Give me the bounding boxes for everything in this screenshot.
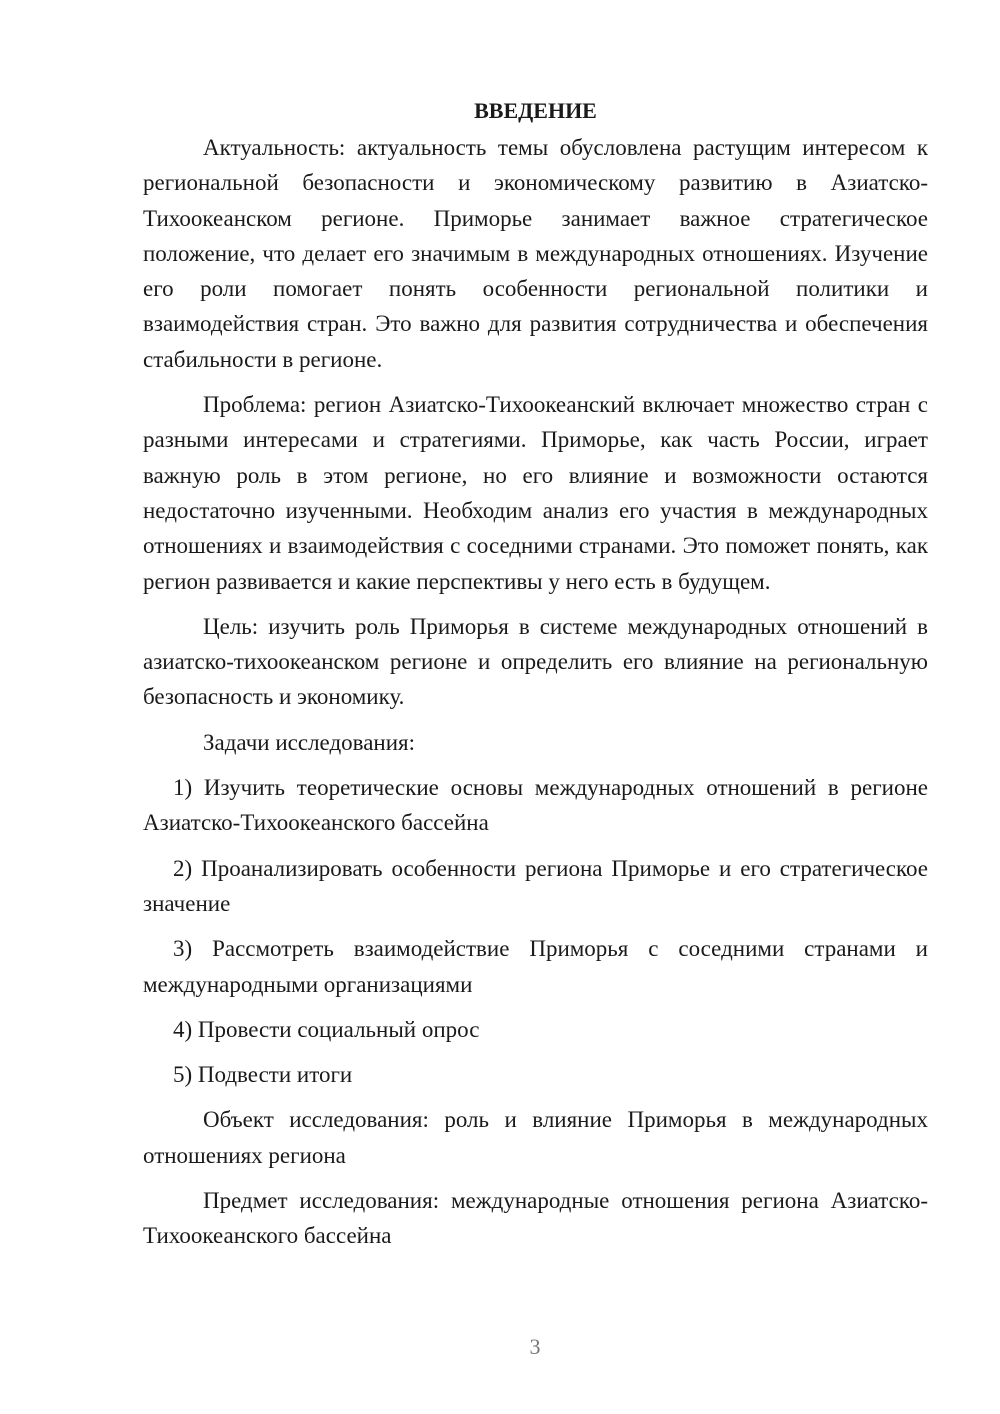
page-number: 3 <box>529 1334 541 1359</box>
task-item: 1) Изучить теоретические основы международных отношений в регионе Азиатско-Тихоокеанского бассейна <box>143 775 928 836</box>
relevance-paragraph: Актуальность: актуальность темы обусловлена растущим интересом к региональной безопасности и экономическому развитию в Азиатско-Тихоокеанском регионе. Приморье занимает важное стратегическое положение, что делает его значимым в международных отношениях. Изучение его роли помогает понять особенности региональной политики и взаимодействия стран. Это важно для развития сотрудничества и обеспечения стабильности в регионе. <box>143 135 928 372</box>
tasks-heading: Задачи исследования: <box>203 729 416 755</box>
task-item: 4) Провести социальный опрос <box>173 1016 480 1042</box>
subject-paragraph: Предмет исследования: международные отношения региона Азиатско-Тихоокеанского бассейна <box>143 1188 928 1249</box>
task-item: 2) Проанализировать особенности региона Приморье и его стратегическое значение <box>143 855 928 916</box>
problem-paragraph: Проблема: регион Азиатско-Тихоокеанский включает множество стран с разными интересами и стратегиями. Приморье, как часть России, играет важную роль в этом регионе, но его влияние и возможности остаются недостаточно изученными. Необходим анализ его участия в международных отношениях и взаимодействия с соседними странами. Это поможет понять, как регион развивается и какие перспективы у него есть в будущем. <box>143 392 928 594</box>
section-title: ВВЕДЕНИЕ <box>474 98 597 123</box>
task-item: 5) Подвести итоги <box>173 1062 353 1088</box>
goal-paragraph: Цель: изучить роль Приморья в системе международных отношений в азиатско-тихоокеанском регионе и определить его влияние на региональную безопасность и экономику. <box>143 613 928 710</box>
task-item: 3) Рассмотреть взаимодействие Приморья с соседними странами и международными организациями <box>143 936 928 997</box>
document-body <box>143 92 928 1264</box>
object-paragraph: Объект исследования: роль и влияние Приморья в международных отношениях региона <box>143 1107 928 1168</box>
